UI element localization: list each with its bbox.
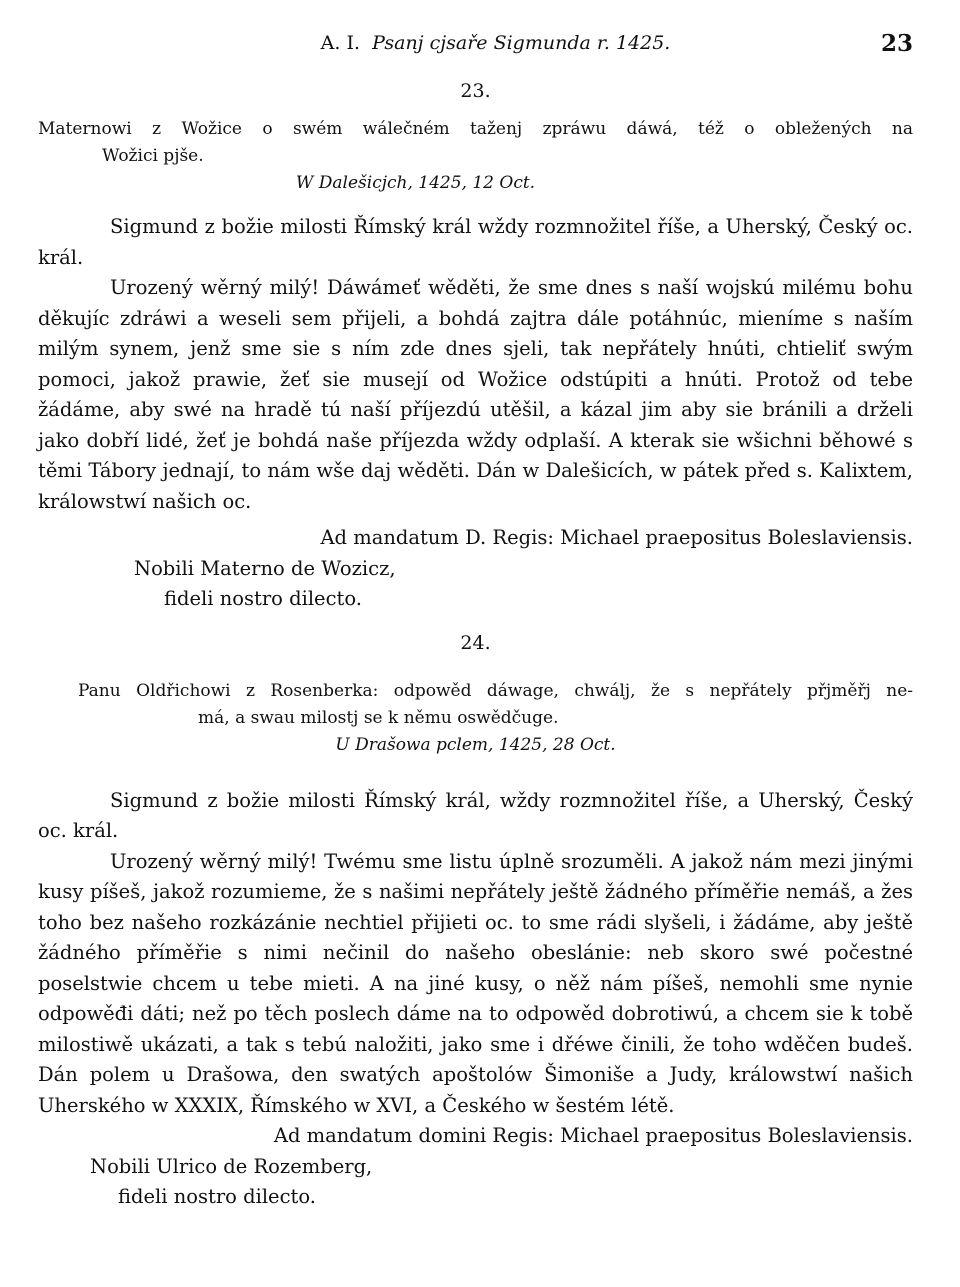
regest-23-line2: Wožici pjše. <box>102 146 204 166</box>
document-number-23: 23. <box>460 80 491 102</box>
dateline-23: W Dalešicjch, 1425, 12 Oct. <box>295 173 536 193</box>
address-24-line1: Nobili Ulrico de Rozemberg, <box>90 1154 373 1178</box>
address-24-line2: fideli nostro dilecto. <box>118 1184 316 1208</box>
address-23-line1: Nobili Materno de Wozicz, <box>134 556 396 580</box>
document-page <box>38 32 913 1212</box>
body-text-23: Urozený wěrný milý! Dáwámeť wěděti, že sme dnes s naší wojskú milému bohu děkujíc zdráwi a weseli sem přijeli, a bohdá zajtra dále potáhnúc, mieníme s naším milým synem, jenž sme sie s ním zde dnes sjeli, tak nepřátely hnúti, chtieliť swým pomoci, jakož prawie, žeť sie musejí od Wožice odstúpiti a hnúti. Protož od tebe žádáme, aby swé na hradě tú naší příjezdú utěšil, a kázal jim aby sie bránili a drželi jako dobří lidé, žeť je bohdá naše příjezda wždy odplaší. A kterak sie wšichni běhowé s těmi Tábory jednají, to nám wše daj wěděti. Dán w Dalešicích, w pátek před s. Kalixtem, králowstwí našich oc. <box>38 276 913 513</box>
header-title <box>321 32 671 54</box>
header-text: Psanj cjsaře Sigmunda r. 1425. <box>372 32 671 54</box>
regest-24-line1: Panu Oldřichowi z Rosenberka: odpowěd dáwage, chwálj, že s nepřátely přjměřj ne- <box>78 680 913 701</box>
header-section: A. I. <box>320 32 360 54</box>
mandatum-23: Ad mandatum D. Regis: Michael praepositus Boleslaviensis. <box>320 526 913 549</box>
regest-24-line2: má, a swau milostj se k němu oswědčuge. <box>198 707 559 728</box>
intitulatio-24: Sigmund z božie milosti Římský král, wždy rozmnožitel říše, a Uherský, Český oc. král. <box>38 788 913 842</box>
regest-24 <box>38 678 913 732</box>
running-header <box>38 32 913 62</box>
mandatum-24: Ad mandatum domini Regis: Michael praepositus Boleslaviensis. <box>273 1124 913 1147</box>
document-number-24: 24. <box>460 631 491 654</box>
regest-23 <box>38 116 913 170</box>
intitulatio-23: Sigmund z božie milosti Římský král wždy rozmnožitel říše, a Uherský, Český oc. král. <box>38 215 913 269</box>
body-text-24: Urozený wěrný milý! Twému sme listu úplně srozuměli. A jakož nám mezi jinými kusy píšeš, jakož rozumieme, že s našimi nepřátely ještě žádného příměřie nemáš, a žes toho bez našeho rozkázánie nechtiel přijieti oc. to sme rádi slyšeli, i žádáme, aby ještě žádného příměřie s nimi nečinil do našeho obeslánie: neb skoro swé počestné poselstwie chcem u tebe mieti. A na jiné kusy, o něž nám píšeš, nemohli sme nynie odpowěđi dáti; než po těch poslech dáme na to odpowěd dobrotiwú, a chcem sie k tobě milostiwě ukázati, a tak s tebú naložiti, jako sme i dřéwe činili, že toho wděčen budeš. Dán polem u Drašowa, den swatých apoštolów Šimoniše a Judy, králowstwí našich Uherského w XXXIX, Římského w XVI, a Českého w šestém létě. <box>38 849 913 1117</box>
page-number: 23 <box>880 30 913 57</box>
dateline-24: U Drašowa pclem, 1425, 28 Oct. <box>335 734 616 755</box>
regest-23-line1: Maternowi z Wožice o swém wálečném taženj zpráwu dáwá, též o obležených na <box>38 119 913 139</box>
address-23-line2: fideli nostro dilecto. <box>164 586 362 610</box>
